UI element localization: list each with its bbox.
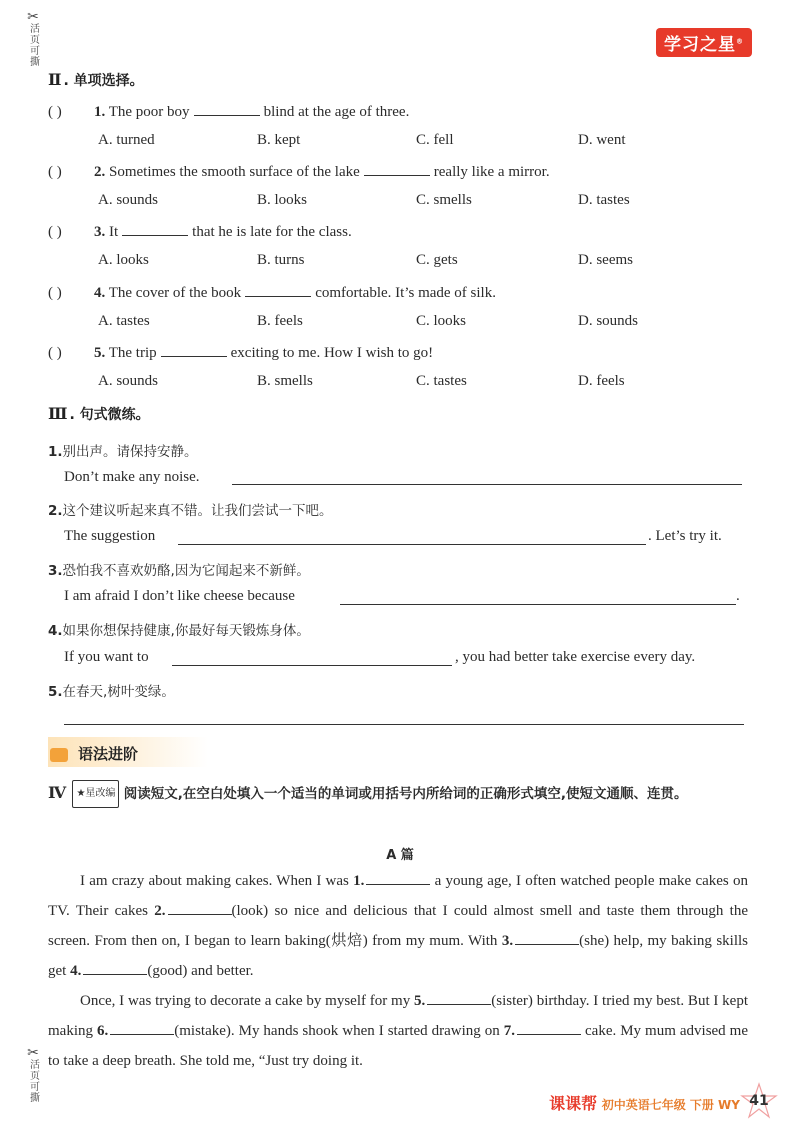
s3-item-3-tail: . xyxy=(736,588,740,604)
option-c[interactable]: C. smells xyxy=(416,192,472,208)
scissors-icon: ✂ xyxy=(27,9,39,25)
answer-line[interactable] xyxy=(340,604,736,605)
section-3-heading: Ⅲ . 句式微练。 xyxy=(48,404,150,423)
question-2: ( ) 2. Sometimes the smooth surface of the lake really like a mirror. xyxy=(48,164,550,180)
footer-brand: 课课帮 初中英语七年级 下册 WY xyxy=(549,1094,740,1113)
option-b[interactable]: B. looks xyxy=(257,192,308,208)
section-2-heading: Ⅱ . 单项选择。 xyxy=(48,70,144,89)
answer-paren[interactable]: ( ) xyxy=(48,285,62,301)
option-b[interactable]: B. smells xyxy=(257,373,313,389)
question-3: ( ) 3. It that he is late for the class. xyxy=(48,224,352,240)
option-a[interactable]: A. sounds xyxy=(98,192,159,208)
option-c[interactable]: C. fell xyxy=(416,132,454,148)
option-d[interactable]: D. tastes xyxy=(578,192,630,208)
answer-blank[interactable] xyxy=(364,162,430,176)
s3-item-2-tail: . Let’s try it. xyxy=(648,528,722,544)
option-a[interactable]: A. tastes xyxy=(98,313,150,329)
answer-line[interactable] xyxy=(232,484,742,485)
s3-item-1-zh: 1.别出声。请保持安静。 xyxy=(48,444,198,460)
blank-1[interactable] xyxy=(366,870,430,885)
blank-5[interactable] xyxy=(427,990,491,1005)
blank-6[interactable] xyxy=(110,1020,174,1035)
blank-7[interactable] xyxy=(517,1020,581,1035)
answer-blank[interactable] xyxy=(161,343,227,357)
question-1: ( ) 1. The poor boy blind at the age of three. xyxy=(48,104,410,120)
s3-item-4-tail: , you had better take exercise every day. xyxy=(455,649,696,665)
brand-logo: 学习之星® xyxy=(656,28,752,57)
blank-2[interactable] xyxy=(168,900,232,915)
page-number: 41 xyxy=(740,1082,778,1120)
answer-line[interactable] xyxy=(172,665,452,666)
passage-title: A 篇 xyxy=(386,848,414,863)
option-b[interactable]: B. turns xyxy=(257,252,305,268)
option-c[interactable]: C. tastes xyxy=(416,373,467,389)
option-a[interactable]: A. sounds xyxy=(98,373,159,389)
smiley-tag-icon xyxy=(50,748,68,762)
option-b[interactable]: B. kept xyxy=(257,132,301,148)
tear-off-label: 活页可撕 xyxy=(27,23,39,67)
tear-off-label: 活页可撕 xyxy=(27,1059,39,1103)
option-d[interactable]: D. feels xyxy=(578,373,625,389)
answer-line[interactable] xyxy=(178,544,646,545)
option-c[interactable]: C. gets xyxy=(416,252,458,268)
option-d[interactable]: D. seems xyxy=(578,252,633,268)
s3-item-4-en: If you want to xyxy=(64,649,149,665)
option-b[interactable]: B. feels xyxy=(257,313,303,329)
s3-item-4-zh: 4.如果你想保持健康,你最好每天锻炼身体。 xyxy=(48,623,310,639)
answer-blank[interactable] xyxy=(122,222,188,236)
option-a[interactable]: A. turned xyxy=(98,132,155,148)
blank-3[interactable] xyxy=(515,930,579,945)
passage-paragraph-1: I am crazy about making cakes. When I was 1. a young age, I often watched people make cakes on TV. Their cakes 2. (look) so nice and delicious that I could almost smell and taste them through the screen. From then on, I began to learn baking(烘焙) from my mum. With 3. (she) help, my baking skills get 4. (good) and better. xyxy=(48,866,748,986)
answer-paren[interactable]: ( ) xyxy=(48,104,62,120)
option-c[interactable]: C. looks xyxy=(416,313,467,329)
grammar-heading: 语法进阶 xyxy=(50,743,138,764)
option-a[interactable]: A. looks xyxy=(98,252,149,268)
option-d[interactable]: D. went xyxy=(578,132,626,148)
answer-paren[interactable]: ( ) xyxy=(48,345,62,361)
answer-paren[interactable]: ( ) xyxy=(48,224,62,240)
answer-line[interactable] xyxy=(64,724,744,725)
option-d[interactable]: D. sounds xyxy=(578,313,639,329)
passage-paragraph-2: Once, I was trying to decorate a cake by myself for my 5. (sister) birthday. I tried my best. But I kept making 6. (mistake). My hands shook when I started drawing on 7. cake. My mum advised me to take a deep breath. She told me, “Just try doing it. xyxy=(48,986,748,1076)
s3-item-3-zh: 3.恐怕我不喜欢奶酪,因为它闻起来不新鲜。 xyxy=(48,563,310,579)
tear-off-tab-bottom xyxy=(22,1045,44,1106)
s4-instruction: Ⅳ ★星改编 阅读短文,在空白处填入一个适当的单词或用括号内所给词的正确形式填空,使短文通顺、连贯。 xyxy=(48,780,748,808)
blank-4[interactable] xyxy=(83,960,147,975)
s3-item-2-zh: 2.这个建议听起来真不错。让我们尝试一下吧。 xyxy=(48,503,333,519)
question-4: ( ) 4. The cover of the book comfortable. It’s made of silk. xyxy=(48,285,496,301)
s3-item-1-en: Don’t make any noise. xyxy=(64,469,200,485)
question-5: ( ) 5. The trip exciting to me. How I wish to go! xyxy=(48,345,434,361)
answer-blank[interactable] xyxy=(245,283,311,297)
s3-item-2-en: The suggestion xyxy=(64,528,156,544)
s3-item-5-zh: 5.在春天,树叶变绿。 xyxy=(48,684,175,700)
answer-paren[interactable]: ( ) xyxy=(48,164,62,180)
answer-blank[interactable] xyxy=(194,102,260,116)
scissors-icon: ✂ xyxy=(27,1045,39,1061)
tear-off-tab-top xyxy=(22,9,44,70)
s3-item-3-en: I am afraid I don’t like cheese because xyxy=(64,588,295,604)
